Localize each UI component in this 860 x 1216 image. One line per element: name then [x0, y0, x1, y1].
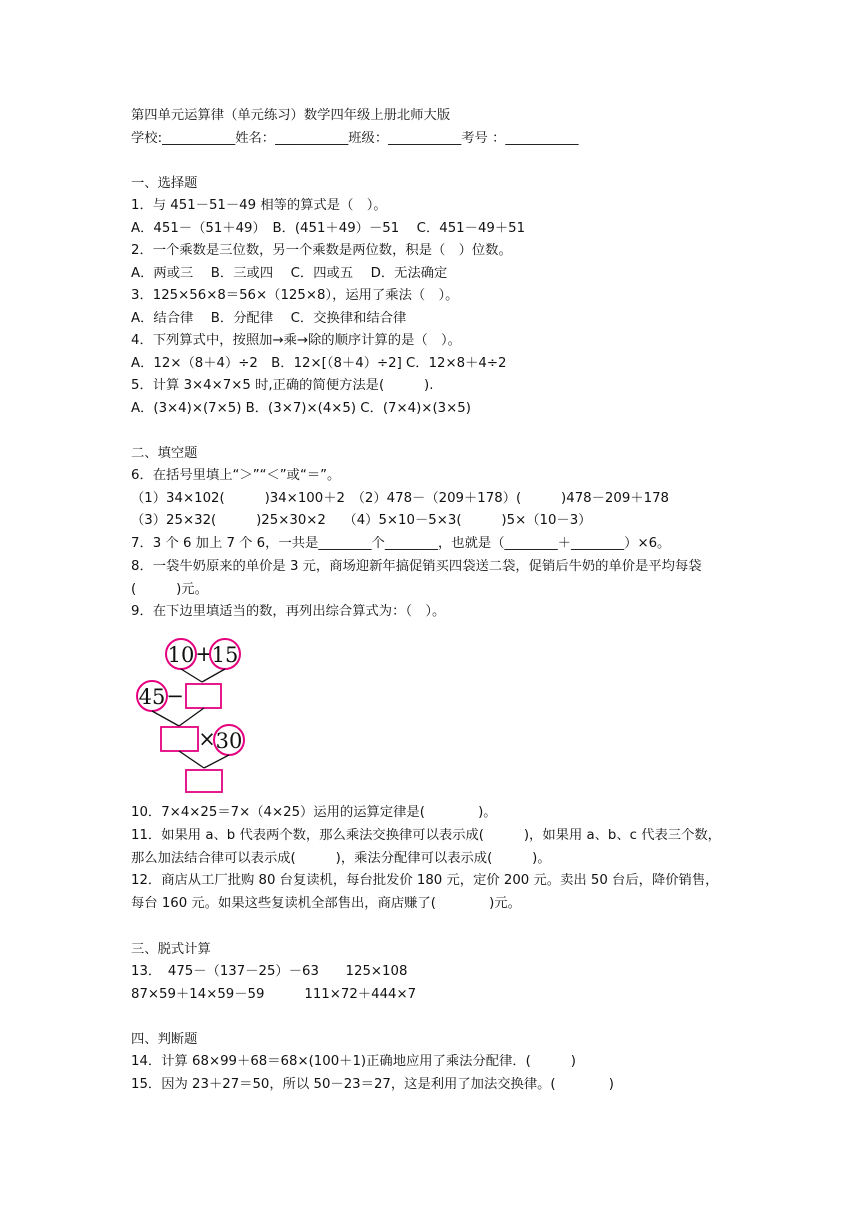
connector-line [202, 669, 225, 682]
connector-line [181, 669, 202, 682]
answer-box-3 [186, 770, 222, 792]
number-15: 15 [211, 643, 239, 667]
question-2: 2．一个乘数是三位数，另一个乘数是两位数，积是（ ）位数。 [131, 243, 512, 258]
connector-line [204, 755, 229, 768]
question-9: 9．在下边里填适当的数，再列出综合算式为：（ ）。 [131, 604, 446, 619]
question-2-options: A．两或三 B．三或四 C．四或五 D．无法确定 [131, 266, 448, 281]
number-45: 45 [138, 685, 166, 709]
question-5: 5．计算 3×4×7×5 时,正确的简便方法是( ). [131, 378, 434, 393]
number-30: 30 [215, 729, 243, 753]
question-14: 14．计算 68×99＋68＝68×(100＋1)正确地应用了乘法分配律．( ) [131, 1054, 576, 1069]
section-heading-fill: 二、填空题 [131, 446, 198, 461]
question-1: 1．与 451－51－49 相等的算式是（ ）。 [131, 198, 387, 213]
connector-line [179, 751, 204, 768]
question-15: 15．因为 23＋27＝50，所以 50－23＝27，这是利用了加法交换律。( ) [131, 1077, 614, 1092]
question-12: 12．商店从工厂批购 80 台复读机，每台批发价 180 元，定价 200 元。卖出 50 台后，降价销售，每台 160 元。如果这些复读机全部售出，商店赚了( )元。 [131, 873, 719, 911]
section-heading-choice: 一、选择题 [131, 176, 198, 191]
computation-tree-diagram [134, 636, 254, 796]
section-heading-judgment: 四、判断题 [131, 1032, 198, 1047]
question-10: 10．7×4×25＝7×（4×25）运用的运算定律是( )。 [131, 805, 497, 820]
plus-sign: + [195, 642, 213, 666]
times-sign: × [198, 727, 216, 751]
connector-line [152, 711, 179, 726]
minus-sign: − [166, 684, 184, 708]
question-6: 6．在括号里填上“＞”“＜”或“＝”。 [131, 468, 341, 483]
section-heading-calculation: 三、脱式计算 [131, 942, 211, 957]
question-6-parts-3-4: （3）25×32( )25×30×2 （4）5×10－5×3( )5×（10－3） [131, 513, 592, 528]
question-8: 8．一袋牛奶原来的单价是 3 元，商场迎新年搞促销买四袋送二袋，促销后牛奶的单价是平均每袋( )元。 [131, 559, 702, 597]
worksheet-title: 第四单元运算律（单元练习）数学四年级上册北师大版 [131, 108, 451, 123]
question-3-options: A．结合律 B．分配律 C．交换律和结合律 [131, 311, 407, 326]
question-1-options: A．451－（51＋49） B．(451＋49）－51 C．451－49＋51 [131, 221, 526, 236]
number-10: 10 [167, 643, 195, 667]
question-13-row-1: 13． 475－（137－25）－63 125×108 [131, 964, 408, 979]
question-4-options: A．12×（8＋4）÷2 B．12×[（8＋4）÷2] C．12×8＋4÷2 [131, 356, 507, 371]
question-4: 4．下列算式中，按照加→乘→除的顺序计算的是（ ）。 [131, 333, 461, 348]
question-3: 3．125×56×8＝56×（125×8），运用了乘法（ ）。 [131, 288, 459, 303]
question-5-options: A．(3×4)×(7×5) B．(3×7)×(4×5) C．(7×4)×(3×5) [131, 401, 471, 416]
question-6-parts-1-2: （1）34×102( )34×100＋2 （2）478－（209＋178）( )478－209＋178 [131, 491, 669, 506]
connector-line [179, 708, 204, 726]
answer-box-2 [161, 727, 198, 751]
answer-box-1 [186, 684, 221, 708]
question-11: 11．如果用 a、b 代表两个数，那么乘法交换律可以表示成( )，如果用 a、b、c 代表三个数，那么加法结合律可以表示成( )，乘法分配律可以表示成( )。 [131, 828, 721, 866]
question-13-row-2: 87×59＋14×59－59 111×72＋444×7 [131, 987, 417, 1002]
question-7: 7．3 个 6 加上 7 个 6，一共是________个________，也就是（________＋________）×6。 [131, 536, 671, 551]
student-info-line: 学校:___________姓名：___________班级：___________考号 ：___________ [131, 131, 579, 146]
